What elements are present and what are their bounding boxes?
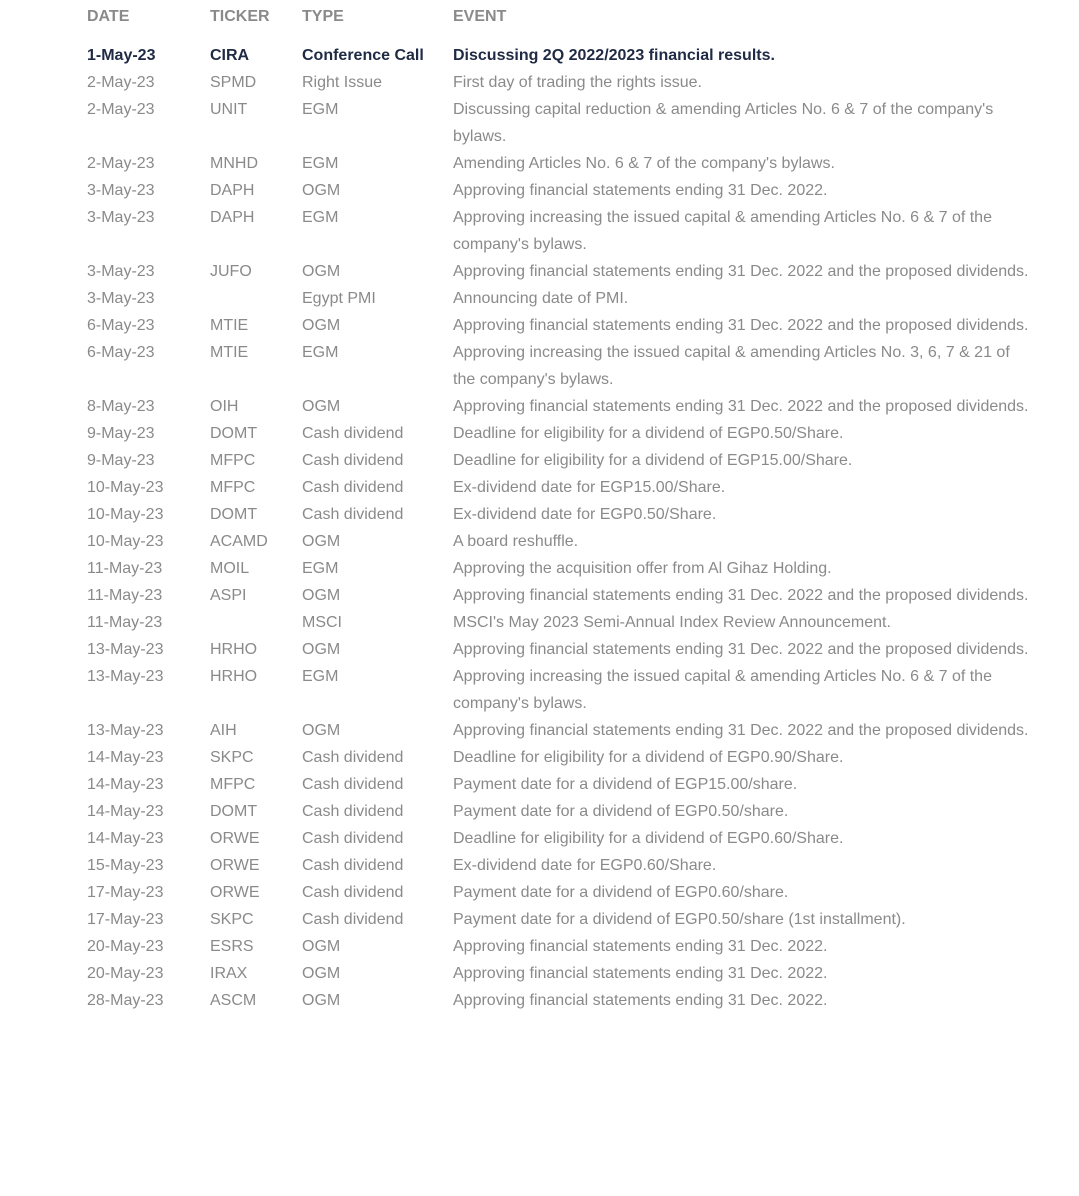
table-row (87, 798, 1047, 825)
cell-ticker: ASCM (210, 992, 257, 1009)
cell-type: EGM (302, 668, 339, 685)
cell-event: Approving financial statements ending 31 Dec. 2022 and the proposed dividends. (453, 317, 1029, 334)
cell-type: OGM (302, 965, 341, 982)
cell-event: Payment date for a dividend of EGP15.00/share. (453, 776, 798, 793)
cell-type: Cash dividend (302, 857, 404, 874)
column-header-event: EVENT (453, 8, 507, 25)
cell-event: Approving financial statements ending 31 Dec. 2022. (453, 938, 828, 955)
cell-event: Announcing date of PMI. (453, 290, 629, 307)
table-row (87, 177, 1047, 204)
cell-event: Deadline for eligibility for a dividend of EGP0.50/Share. (453, 425, 844, 442)
cell-type: Cash dividend (302, 911, 404, 928)
cell-event: Deadline for eligibility for a dividend of EGP0.90/Share. (453, 749, 844, 766)
cell-ticker: ORWE (210, 857, 260, 874)
events-body (87, 34, 1047, 1014)
cell-ticker: MNHD (210, 155, 258, 172)
cell-date: 28-May-23 (87, 992, 164, 1009)
cell-ticker: DAPH (210, 209, 255, 226)
cell-type: OGM (302, 587, 341, 604)
cell-event: Discussing capital reduction & amending Articles No. 6 & 7 of the company's bylaws. (453, 101, 994, 145)
cell-ticker: MOIL (210, 560, 250, 577)
cell-event: Approving financial statements ending 31 Dec. 2022. (453, 182, 828, 199)
cell-date: 17-May-23 (87, 884, 164, 901)
table-header-row (87, 0, 1047, 34)
cell-date: 10-May-23 (87, 533, 164, 550)
cell-type: MSCI (302, 614, 342, 631)
table-row (87, 339, 1047, 393)
cell-type: Cash dividend (302, 506, 404, 523)
cell-ticker: ESRS (210, 938, 254, 955)
cell-date: 3-May-23 (87, 182, 155, 199)
cell-type: Cash dividend (302, 884, 404, 901)
cell-date: 13-May-23 (87, 668, 164, 685)
cell-date: 6-May-23 (87, 317, 155, 334)
cell-event: A board reshuffle. (453, 533, 579, 550)
cell-type: OGM (302, 641, 341, 658)
cell-type: Cash dividend (302, 776, 404, 793)
table-row (87, 744, 1047, 771)
cell-event: Approving financial statements ending 31 Dec. 2022 and the proposed dividends. (453, 398, 1029, 415)
cell-date: 2-May-23 (87, 74, 155, 91)
cell-ticker: HRHO (210, 641, 258, 658)
cell-date: 3-May-23 (87, 209, 155, 226)
cell-date: 20-May-23 (87, 938, 164, 955)
cell-event: Deadline for eligibility for a dividend of EGP0.60/Share. (453, 830, 844, 847)
cell-event: Ex-dividend date for EGP0.50/Share. (453, 506, 717, 523)
cell-type: OGM (302, 533, 341, 550)
cell-date: 14-May-23 (87, 776, 164, 793)
cell-event: Approving financial statements ending 31 Dec. 2022. (453, 965, 828, 982)
table-row (87, 96, 1047, 150)
cell-date: 11-May-23 (87, 614, 163, 631)
cell-date: 6-May-23 (87, 344, 155, 361)
cell-ticker: UNIT (210, 101, 248, 118)
cell-ticker: SPMD (210, 74, 257, 91)
cell-date: 10-May-23 (87, 479, 164, 496)
cell-ticker: MFPC (210, 776, 256, 793)
header-spacer (87, 34, 1047, 42)
cell-type: Egypt PMI (302, 290, 376, 307)
column-header-type: TYPE (302, 8, 344, 25)
cell-ticker: OIH (210, 398, 239, 415)
table-row (87, 42, 1047, 69)
cell-ticker: DOMT (210, 506, 258, 523)
cell-type: OGM (302, 992, 341, 1009)
cell-event: Approving financial statements ending 31 Dec. 2022 and the proposed dividends. (453, 587, 1029, 604)
cell-date: 1-May-23 (87, 47, 156, 64)
table-row (87, 960, 1047, 987)
table-row (87, 474, 1047, 501)
cell-date: 11-May-23 (87, 587, 163, 604)
cell-type: OGM (302, 938, 341, 955)
table-row (87, 393, 1047, 420)
cell-event: Deadline for eligibility for a dividend of EGP15.00/Share. (453, 452, 853, 469)
cell-event: Discussing 2Q 2022/2023 financial results. (453, 47, 775, 64)
cell-type: EGM (302, 209, 339, 226)
cell-ticker: CIRA (210, 47, 250, 64)
cell-event: Approving increasing the issued capital & amending Articles No. 6 & 7 of the company's bylaws. (453, 209, 992, 253)
table-row (87, 204, 1047, 258)
cell-type: Cash dividend (302, 803, 404, 820)
cell-type: EGM (302, 101, 339, 118)
table-row (87, 555, 1047, 582)
table-row (87, 771, 1047, 798)
table-row (87, 825, 1047, 852)
cell-event: Approving financial statements ending 31 Dec. 2022 and the proposed dividends. (453, 722, 1029, 739)
cell-type: Cash dividend (302, 749, 404, 766)
column-header-date: DATE (87, 8, 130, 25)
cell-event: Amending Articles No. 6 & 7 of the company's bylaws. (453, 155, 835, 172)
cell-ticker: MTIE (210, 317, 249, 334)
events-table (87, 0, 1047, 1014)
cell-ticker: DOMT (210, 803, 258, 820)
cell-date: 3-May-23 (87, 290, 155, 307)
cell-ticker: MFPC (210, 452, 256, 469)
table-row (87, 717, 1047, 744)
cell-date: 17-May-23 (87, 911, 164, 928)
table-row (87, 879, 1047, 906)
cell-event: Approving financial statements ending 31 Dec. 2022. (453, 992, 828, 1009)
cell-date: 14-May-23 (87, 830, 164, 847)
table-row (87, 528, 1047, 555)
cell-type: Right Issue (302, 74, 383, 91)
cell-date: 10-May-23 (87, 506, 164, 523)
table-row (87, 285, 1047, 312)
table-row (87, 933, 1047, 960)
cell-date: 14-May-23 (87, 749, 164, 766)
cell-type: Cash dividend (302, 479, 404, 496)
cell-type: OGM (302, 317, 341, 334)
cell-event: Ex-dividend date for EGP15.00/Share. (453, 479, 726, 496)
cell-ticker: SKPC (210, 749, 254, 766)
cell-type: Cash dividend (302, 830, 404, 847)
cell-event: Approving the acquisition offer from Al Gihaz Holding. (453, 560, 832, 577)
cell-ticker: SKPC (210, 911, 254, 928)
cell-event: Approving financial statements ending 31 Dec. 2022 and the proposed dividends. (453, 641, 1029, 658)
table-row (87, 609, 1047, 636)
cell-date: 13-May-23 (87, 722, 164, 739)
cell-date: 9-May-23 (87, 425, 155, 442)
table-row (87, 663, 1047, 717)
table-row (87, 69, 1047, 96)
column-header-ticker: TICKER (210, 8, 270, 25)
table-row (87, 987, 1047, 1014)
cell-ticker: MTIE (210, 344, 249, 361)
cell-date: 9-May-23 (87, 452, 155, 469)
cell-ticker: IRAX (210, 965, 248, 982)
table-row (87, 447, 1047, 474)
cell-date: 20-May-23 (87, 965, 164, 982)
cell-type: OGM (302, 182, 341, 199)
cell-ticker: ORWE (210, 884, 260, 901)
cell-event: MSCI's May 2023 Semi-Annual Index Review Announcement. (453, 614, 891, 631)
table-row (87, 852, 1047, 879)
cell-ticker (210, 285, 302, 312)
cell-type: OGM (302, 263, 341, 280)
table-row (87, 636, 1047, 663)
cell-type: EGM (302, 344, 339, 361)
cell-date: 2-May-23 (87, 155, 155, 172)
cell-type: EGM (302, 560, 339, 577)
cell-ticker: ORWE (210, 830, 260, 847)
table-row (87, 312, 1047, 339)
table-row (87, 582, 1047, 609)
table-row (87, 420, 1047, 447)
cell-date: 15-May-23 (87, 857, 164, 874)
cell-date: 2-May-23 (87, 101, 155, 118)
cell-date: 14-May-23 (87, 803, 164, 820)
cell-date: 3-May-23 (87, 263, 155, 280)
cell-event: First day of trading the rights issue. (453, 74, 702, 91)
cell-type: OGM (302, 398, 341, 415)
cell-event: Payment date for a dividend of EGP0.50/share. (453, 803, 789, 820)
cell-date: 13-May-23 (87, 641, 164, 658)
cell-ticker: ACAMD (210, 533, 268, 550)
table-row (87, 258, 1047, 285)
cell-event: Payment date for a dividend of EGP0.60/share. (453, 884, 789, 901)
table-row (87, 150, 1047, 177)
cell-type: Cash dividend (302, 452, 404, 469)
table-row (87, 501, 1047, 528)
cell-event: Approving increasing the issued capital & amending Articles No. 6 & 7 of the company's bylaws. (453, 668, 992, 712)
cell-ticker: DOMT (210, 425, 258, 442)
cell-ticker: ASPI (210, 587, 247, 604)
cell-type: Cash dividend (302, 425, 404, 442)
cell-ticker (210, 609, 302, 636)
cell-event: Ex-dividend date for EGP0.60/Share. (453, 857, 717, 874)
cell-date: 8-May-23 (87, 398, 155, 415)
cell-event: Payment date for a dividend of EGP0.50/share (1st installment). (453, 911, 906, 928)
cell-event: Approving increasing the issued capital & amending Articles No. 3, 6, 7 & 21 of the company's bylaws. (453, 344, 1010, 388)
cell-type: EGM (302, 155, 339, 172)
cell-ticker: MFPC (210, 479, 256, 496)
cell-event: Approving financial statements ending 31 Dec. 2022 and the proposed dividends. (453, 263, 1029, 280)
cell-date: 11-May-23 (87, 560, 163, 577)
cell-ticker: JUFO (210, 263, 252, 280)
cell-ticker: AIH (210, 722, 237, 739)
cell-ticker: HRHO (210, 668, 258, 685)
cell-ticker: DAPH (210, 182, 255, 199)
cell-type: OGM (302, 722, 341, 739)
table-row (87, 906, 1047, 933)
cell-type: Conference Call (302, 47, 424, 64)
